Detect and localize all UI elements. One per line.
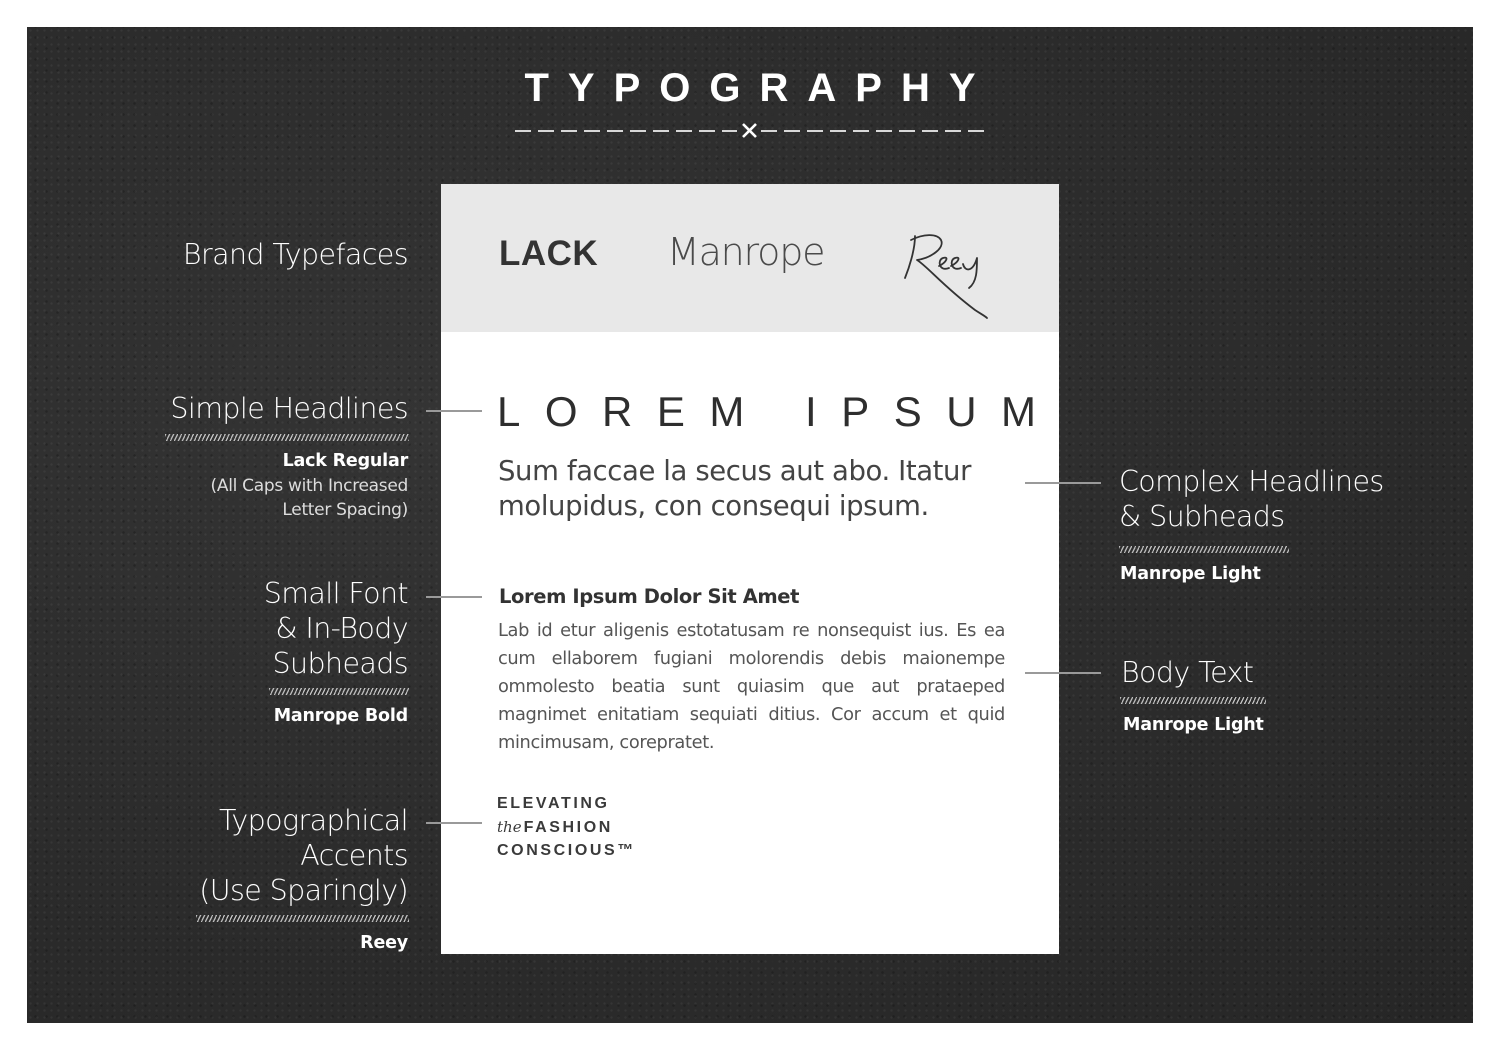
- label-accents-line-1: Typographical: [219, 804, 408, 837]
- label-small-font-line-3: Subheads: [272, 647, 408, 680]
- typeface-sample-reey: [903, 226, 1003, 326]
- label-complex-line-2: & Subheads: [1119, 500, 1285, 533]
- cross-icon: [743, 124, 756, 137]
- body-text-sample: Lab id etur aligenis estotatusam re nonsequist ius. Es ea cum ellaborem fugiani molorendis debis maionempe ommolesto beatia sunt quiasim que aut prataeped magnimet enitatiam sequiati ditius. Cor accum et quid mincimusam, corepratet.: [498, 620, 1005, 753]
- label-complex-headlines: [1119, 464, 1384, 534]
- label-underline-hatch: [1119, 546, 1289, 553]
- label-small-font-line-2: & In-Body: [275, 612, 408, 645]
- label-underline-hatch: [1120, 697, 1266, 704]
- label-underline-hatch: [165, 434, 409, 441]
- small-subhead-sample: Lorem Ipsum Dolor Sit Amet: [499, 585, 800, 608]
- simple-headline-sample: LOREM IPSUM: [497, 388, 1061, 435]
- connector-line: [426, 596, 482, 598]
- complex-headline-sample: Sum faccae la secus aut abo. Itatur molupidus, con consequi ipsum.: [498, 455, 971, 522]
- accent-line-3: CONSCIOUS™: [497, 842, 636, 859]
- label-underline-hatch: [196, 915, 409, 922]
- accent-line-2-text: FASHION: [523, 818, 613, 836]
- label-brand-typefaces: Brand Typefaces: [182, 238, 408, 271]
- label-simple-headlines: Simple Headlines: [170, 392, 408, 425]
- label-accents-line-3: (Use Sparingly): [199, 874, 408, 907]
- connector-line: [1025, 672, 1101, 674]
- accent-line-1: ELEVATING: [497, 795, 610, 812]
- label-complex-line-1: Complex Headlines: [1119, 465, 1384, 498]
- connector-line: [426, 822, 482, 824]
- accent-line-2: [497, 816, 636, 840]
- label-small-font-line-1: Small Font: [263, 577, 408, 610]
- label-typographical-accents: [199, 803, 408, 908]
- font-name-manrope-bold: Manrope Bold: [273, 706, 408, 726]
- font-name-lack-regular: Lack Regular: [282, 451, 408, 471]
- label-accents-line-2: Accents: [300, 839, 408, 872]
- font-note-line-1: (All Caps with Increased: [210, 476, 408, 496]
- label-underline-hatch: [269, 688, 409, 695]
- accent-script-word: the: [497, 817, 522, 836]
- typeface-sample-lack: LACK: [499, 234, 599, 273]
- typographical-accent-sample: [497, 792, 636, 863]
- label-body-text: Body Text: [1121, 656, 1254, 689]
- page-title: TYPOGRAPHY: [524, 66, 995, 110]
- label-small-font: [264, 576, 408, 681]
- font-name-reey: Reey: [360, 933, 408, 953]
- font-note-line-2: Letter Spacing): [282, 500, 408, 520]
- typeface-sample-manrope: Manrope: [667, 230, 825, 274]
- title-divider: [515, 122, 985, 140]
- font-name-manrope-light-body: Manrope Light: [1123, 715, 1264, 735]
- font-name-manrope-light-complex: Manrope Light: [1120, 564, 1261, 584]
- connector-line: [1025, 482, 1101, 484]
- connector-line: [426, 410, 482, 412]
